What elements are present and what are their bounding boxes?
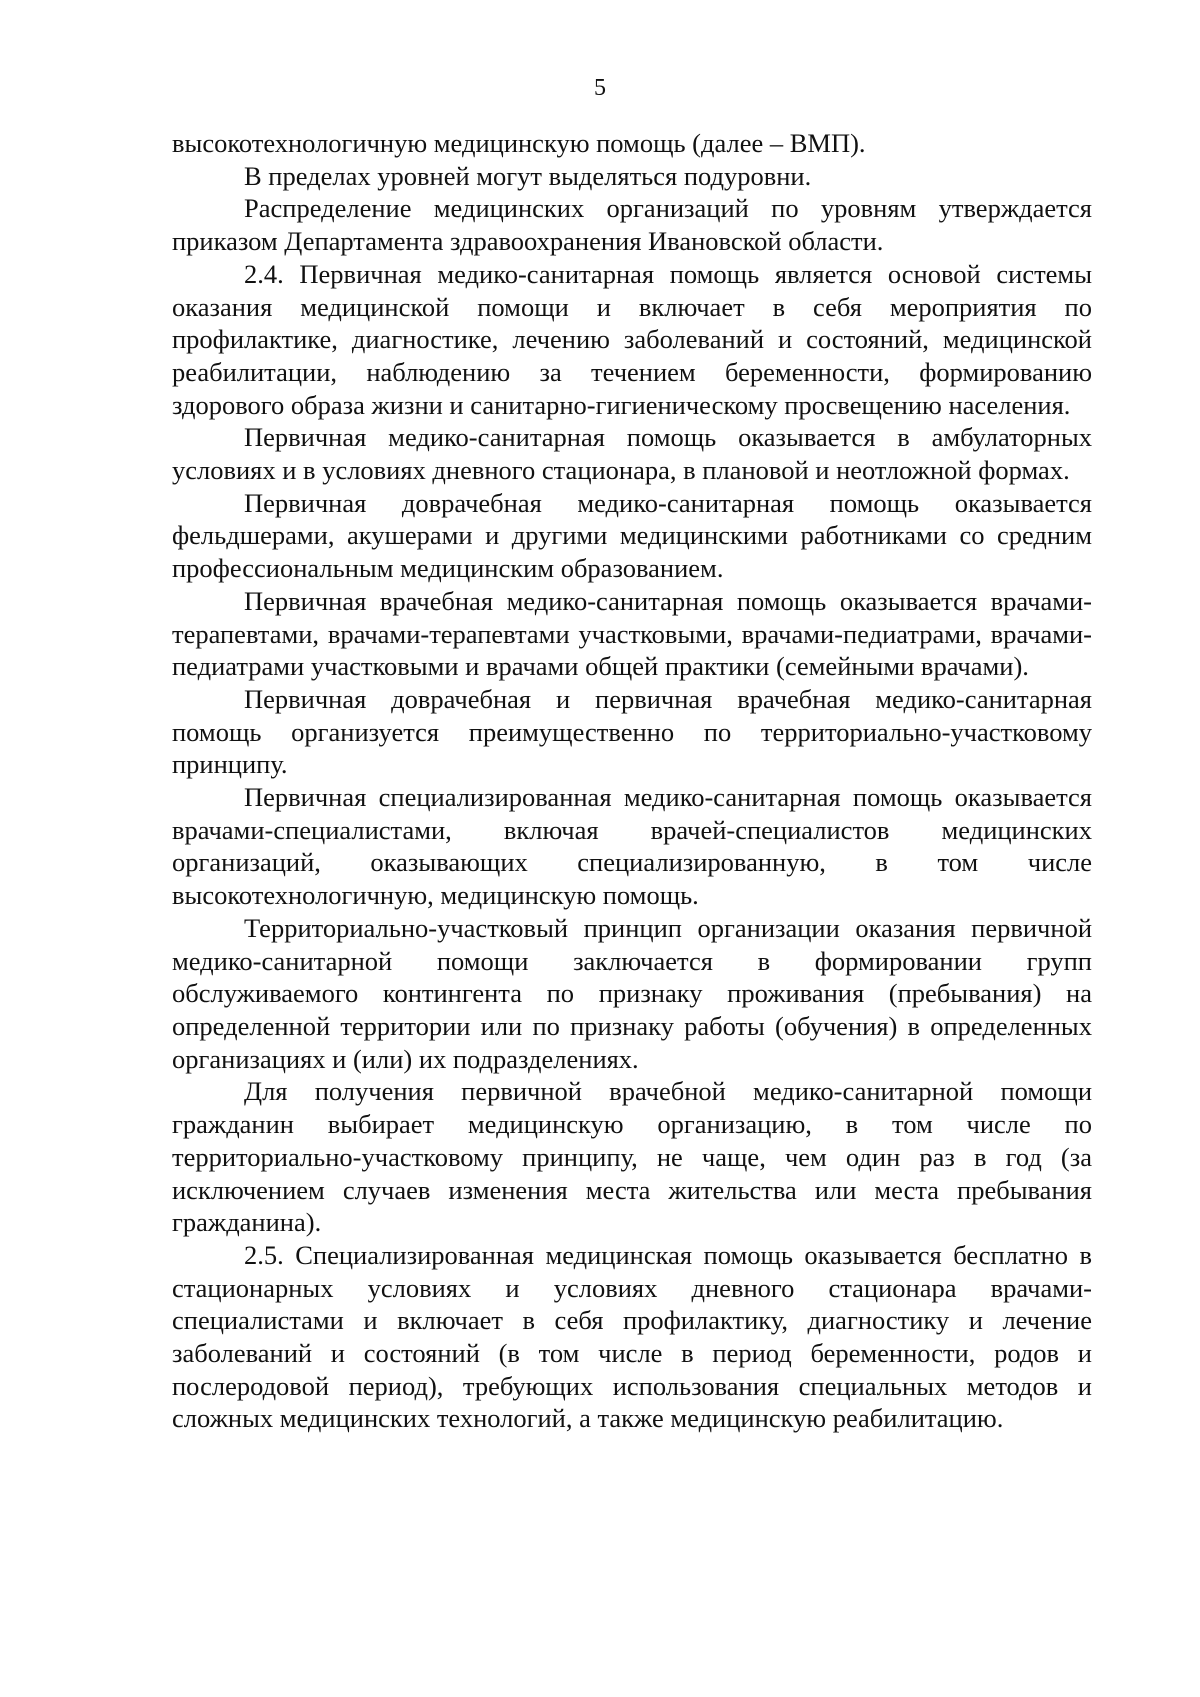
paragraph-specialized-primary: Первичная специализированная медико-санитарная помощь оказывается врачами-специалистами, включая врачей-специалистов медицинских организаций, оказывающих специализированную, в том числе высокотехнологичную, медицинскую помощь. <box>172 782 1092 911</box>
paragraph-territorial-organization: Первичная доврачебная и первичная врачебная медико-санитарная помощь организуется преимущественно по территориально-участковому принципу. <box>172 683 1092 780</box>
paragraph-2-4: 2.4. Первичная медико-санитарная помощь является основой системы оказания медицинской помощи и включает в себя мероприятия по профилактике, диагностике, лечению заболеваний и состояний, медицинской реабилитации, наблюдению за течением беременности, формированию здорового образа жизни и санитарно-гигиеническому просвещению населения. <box>172 258 1092 420</box>
paragraph-pre-physician: Первичная доврачебная медико-санитарная помощь оказывается фельдшерами, акушерами и другими медицинскими работниками со средним профессиональным медицинским образованием. <box>172 487 1092 584</box>
paragraph-ambulatory: Первичная медико-санитарная помощь оказывается в амбулаторных условиях и в условиях дневного стационара, в плановой и неотложной формах. <box>172 422 1092 486</box>
paragraph-choice-of-organization: Для получения первичной врачебной медико-санитарной помощи гражданин выбирает медицинскую организацию, в том числе по территориально-участковому принципу, не чаще, чем один раз в год (за исключением случаев изменения места жительства или места пребывания гражданина). <box>172 1076 1092 1238</box>
paragraph-2-5: 2.5. Специализированная медицинская помощь оказывается бесплатно в стационарных условиях и условиях дневного стационара врачами-специалистами и включает в себя профилактику, диагностику и лечение заболеваний и состояний (в том числе в период беременности, родов и послеродовой период), требующих использования специальных методов и сложных медицинских технологий, а также медицинскую реабилитацию. <box>172 1239 1092 1434</box>
document-body <box>172 127 1092 1435</box>
paragraph-physician: Первичная врачебная медико-санитарная помощь оказывается врачами-терапевтами, врачами-терапевтами участковыми, врачами-педиатрами, врачами-педиатрами участковыми и врачами общей практики (семейными врачами). <box>172 585 1092 682</box>
page-number: 5 <box>594 75 606 101</box>
paragraph-continuation: высокотехнологичную медицинскую помощь (далее – ВМП). <box>172 128 866 158</box>
paragraph-distribution: Распределение медицинских организаций по уровням утверждается приказом Департамента здравоохранения Ивановской области. <box>172 193 1092 257</box>
paragraph-territorial-principle: Территориально-участковый принцип организации оказания первичной медико-санитарной помощи заключается в формировании групп обслуживаемого контингента по признаку проживания (пребывания) на определенной территории или по признаку работы (обучения) в определенных организациях и (или) их подразделениях. <box>172 912 1092 1074</box>
paragraph-sublevels: В пределах уровней могут выделяться подуровни. <box>244 160 812 191</box>
